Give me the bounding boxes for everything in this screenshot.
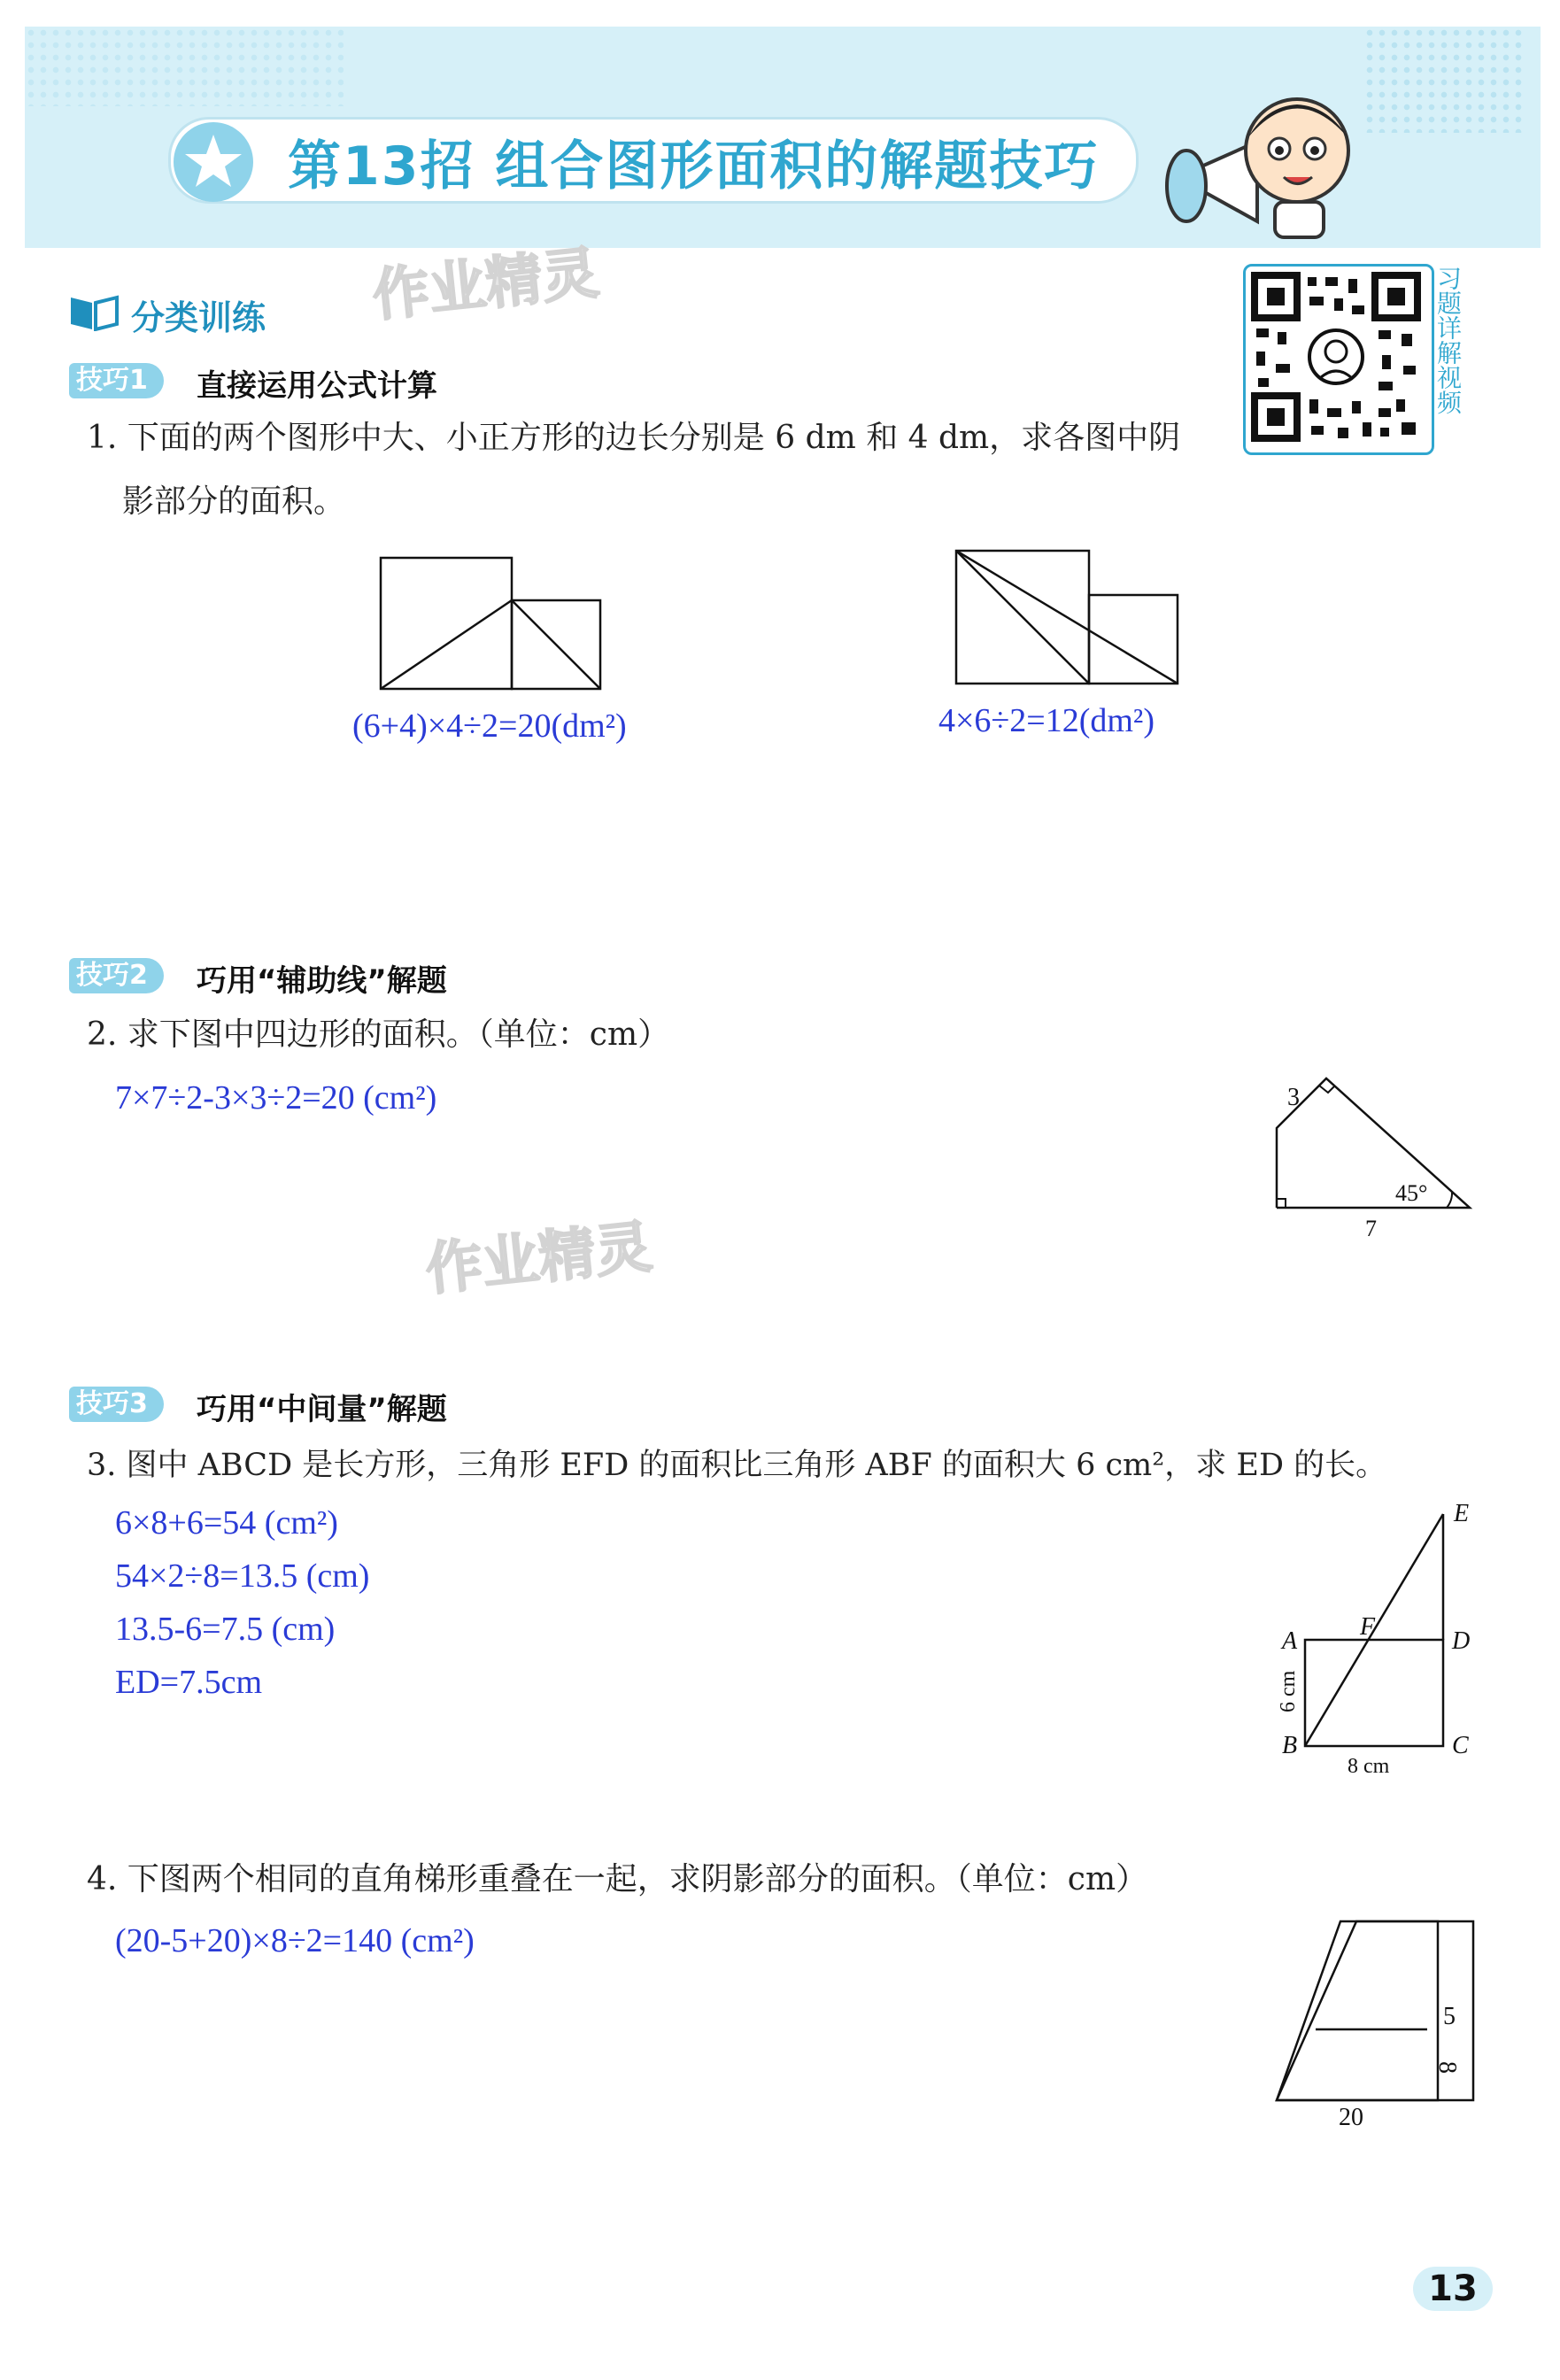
q4-label-8: 8	[1433, 2061, 1461, 2074]
tip2-tag: 技巧2	[69, 958, 164, 993]
q3-label-bottom: 8 cm	[1348, 1755, 1390, 1778]
q1-figure-right	[947, 542, 1186, 691]
q3-figure	[1240, 1496, 1496, 1780]
tip1-tag: 技巧1	[69, 363, 164, 398]
q3-answers	[115, 1503, 369, 1716]
qr-code[interactable]	[1243, 264, 1434, 455]
star-icon	[174, 122, 253, 202]
q3-label-F: F	[1360, 1613, 1376, 1641]
q2-label-3: 3	[1287, 1084, 1300, 1111]
q3-answer-line: ED=7.5cm	[115, 1664, 263, 1701]
q1-answer-left: (6+4)×4÷2=20(dm²)	[352, 707, 627, 745]
tip2-title: 巧用“辅助线”解题	[197, 963, 447, 999]
q1-text-line2: 影部分的面积。	[122, 483, 346, 520]
page-title: 第13招 组合图形面积的解题技巧	[288, 135, 1100, 197]
q2-figure	[1266, 1062, 1496, 1248]
q3-text: 3. 图中 ABCD 是长方形，三角形 EFD 的面积比三角形 ABF 的面积大 6 cm²，求 ED 的长。	[87, 1448, 1387, 1483]
qr-label: 习题详解视频	[1433, 266, 1463, 414]
q1-answer-right: 4×6÷2=12(dm²)	[938, 702, 1155, 739]
q3-label-D: D	[1452, 1627, 1471, 1655]
q4-figure	[1266, 1904, 1514, 2134]
section-title: 分类训练	[131, 298, 266, 337]
q3-answer-line: 54×2÷8=13.5 (cm)	[115, 1557, 370, 1595]
q2-text: 2. 求下图中四边形的面积。（单位：cm）	[87, 1016, 670, 1053]
book-icon	[67, 292, 120, 331]
q1-figure-left	[372, 549, 611, 691]
qr-code-icon	[1246, 267, 1426, 447]
q4-label-20: 20	[1339, 2104, 1363, 2131]
q4-label-5: 5	[1443, 2003, 1456, 2030]
q4-answer: (20-5+20)×8÷2=140 (cm²)	[115, 1922, 475, 1959]
q2-label-7: 7	[1365, 1216, 1377, 1241]
q3-label-E: E	[1454, 1500, 1470, 1527]
q1-text-line1: 1. 下面的两个图形中大、小正方形的边长分别是 6 dm 和 4 dm，求各图中阴	[87, 420, 1181, 456]
watermark-middle: 作业精灵	[422, 1214, 655, 1304]
q3-label-side: 6 cm	[1277, 1670, 1300, 1712]
q3-answer-line: 6×8+6=54 (cm²)	[115, 1504, 338, 1542]
q3-answer-line: 13.5-6=7.5 (cm)	[115, 1611, 336, 1648]
tip1-title: 直接运用公式计算	[197, 368, 437, 404]
tip3-tag: 技巧3	[69, 1387, 164, 1422]
q4-text: 4. 下图两个相同的直角梯形重叠在一起，求阴影部分的面积。（单位：cm）	[87, 1861, 1148, 1897]
banner-dots-right	[1363, 27, 1523, 133]
q3-label-C: C	[1452, 1732, 1469, 1759]
mascot-megaphone-icon	[1151, 53, 1363, 248]
banner-dots-left	[25, 27, 344, 106]
watermark-top: 作业精灵	[369, 240, 602, 330]
page-number: 13	[1413, 2267, 1493, 2311]
q2-answer: 7×7÷2-3×3÷2=20 (cm²)	[115, 1079, 437, 1117]
q3-label-A: A	[1282, 1627, 1298, 1655]
star-badge	[174, 122, 253, 202]
tip3-title: 巧用“中间量”解题	[197, 1392, 447, 1427]
q2-label-45: 45°	[1395, 1180, 1428, 1206]
q3-label-B: B	[1282, 1732, 1298, 1759]
